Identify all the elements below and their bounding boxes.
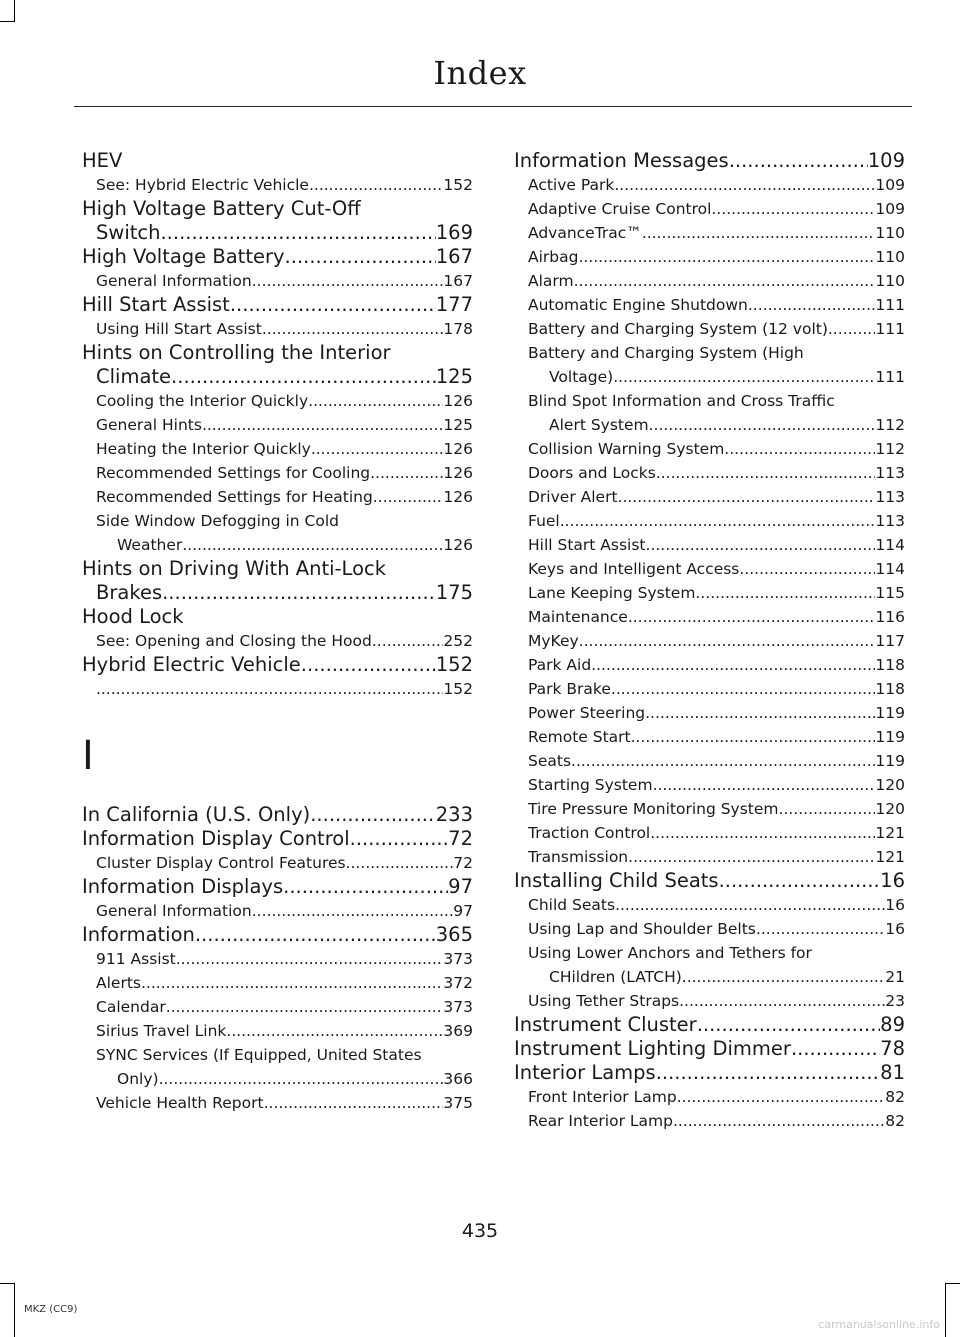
entry-text-continued: Alert System — [549, 416, 649, 434]
entry-page-number: 109 — [875, 200, 905, 218]
dot-leader — [677, 1085, 886, 1109]
index-subentry — [82, 899, 473, 923]
entry-text: Fuel — [528, 512, 560, 530]
dot-leader — [252, 269, 444, 293]
index-subentry — [514, 221, 905, 245]
entry-text: High Voltage Battery — [82, 245, 285, 268]
dot-leader — [346, 851, 454, 875]
entry-page-number: 365 — [435, 923, 473, 946]
entry-page-number: 112 — [875, 440, 905, 458]
entry-page-number: 97 — [448, 875, 473, 898]
entry-text: Battery and Charging System (High — [528, 344, 804, 362]
entry-page-number: 81 — [880, 1061, 905, 1084]
index-subentry — [514, 461, 905, 485]
entry-text: Side Window Defogging in Cold — [96, 512, 339, 530]
entry-text: Information Display Control — [82, 827, 350, 850]
dot-leader — [673, 1109, 885, 1133]
entry-text-continued: Only) — [117, 1070, 159, 1088]
dot-leader — [791, 1037, 880, 1061]
entry-text: Blind Spot Information and Cross Traffic — [528, 392, 835, 410]
index-subentry — [514, 557, 905, 581]
index-subentry — [514, 749, 905, 773]
dot-leader — [614, 173, 875, 197]
entry-page-number: 118 — [875, 680, 905, 698]
entry-page-number: 119 — [875, 704, 905, 722]
dot-leader — [160, 221, 435, 245]
dot-leader — [372, 629, 444, 653]
entry-page-number: 167 — [443, 272, 473, 290]
entry-text: Power Steering — [528, 704, 646, 722]
entry-text: Hood Lock — [82, 605, 184, 628]
index-subentry — [82, 509, 473, 557]
dot-leader — [756, 917, 885, 941]
index-subentry — [514, 341, 905, 389]
entry-page-number: 120 — [875, 800, 905, 818]
entry-text: Recommended Settings for Cooling — [96, 464, 371, 482]
entry-page-number: 111 — [875, 320, 905, 338]
entry-text: Driver Alert — [528, 488, 618, 506]
index-entry — [82, 827, 473, 851]
entry-page-number: 125 — [435, 365, 473, 388]
index-subentry — [82, 485, 473, 509]
dot-leader — [748, 293, 876, 317]
index-entry — [82, 149, 473, 173]
dot-leader — [373, 485, 444, 509]
dot-leader — [309, 173, 443, 197]
index-subentry — [82, 317, 473, 341]
dot-leader — [264, 1091, 444, 1115]
index-entry — [82, 293, 473, 317]
entry-text: Rear Interior Lamp — [528, 1112, 673, 1130]
entry-page-number: 109 — [867, 149, 905, 172]
index-column-left — [82, 149, 473, 1115]
entry-text: Child Seats — [528, 896, 616, 914]
entry-text: General Information — [96, 902, 252, 920]
index-subentry — [82, 1043, 473, 1091]
entry-text: Using Lower Anchors and Tethers for — [528, 944, 812, 962]
entry-text: Lane Keeping System — [528, 584, 696, 602]
entry-page-number: 233 — [435, 803, 473, 826]
entry-page-number: 178 — [443, 320, 473, 338]
entry-text: Information Messages — [514, 149, 729, 172]
entry-text: Automatic Engine Shutdown — [528, 296, 748, 314]
dot-leader — [226, 1019, 443, 1043]
entry-text: Vehicle Health Report — [96, 1094, 264, 1112]
entry-text: Hybrid Electric Vehicle — [82, 653, 301, 676]
index-subentry — [514, 941, 905, 989]
entry-page-number: 114 — [875, 536, 905, 554]
index-entry — [514, 1013, 905, 1037]
index-subentry — [514, 845, 905, 869]
dot-leader — [697, 1013, 880, 1037]
entry-page-number: 177 — [435, 293, 473, 316]
entry-text: Doors and Locks — [528, 464, 656, 482]
dot-leader — [650, 821, 875, 845]
index-subentry — [514, 629, 905, 653]
entry-page-number: 125 — [443, 416, 473, 434]
index-subentry — [514, 485, 905, 509]
dot-leader — [724, 437, 875, 461]
index-subentry — [514, 677, 905, 701]
dot-leader — [679, 989, 885, 1013]
entry-text-continued: Climate — [96, 365, 172, 388]
entry-page-number: 175 — [435, 581, 473, 604]
entry-text-continued: Voltage) — [549, 368, 614, 386]
entry-text: Battery and Charging System (12 volt) — [528, 320, 828, 338]
dot-leader — [611, 677, 876, 701]
entry-page-number: 114 — [875, 560, 905, 578]
index-entry — [82, 245, 473, 269]
index-subentry — [514, 797, 905, 821]
entry-text: Calendar — [96, 998, 166, 1016]
entry-text: Front Interior Lamp — [528, 1088, 677, 1106]
dot-leader — [591, 653, 875, 677]
entry-page-number: 16 — [885, 920, 905, 938]
entry-page-number: 16 — [885, 896, 905, 914]
entry-page-number: 113 — [875, 464, 905, 482]
entry-page-number: 167 — [435, 245, 473, 268]
entry-text: Using Hill Start Assist — [96, 320, 262, 338]
dot-leader — [631, 725, 876, 749]
dot-leader — [162, 581, 436, 605]
dot-leader — [350, 827, 449, 851]
entry-text: Traction Control — [528, 824, 651, 842]
entry-page-number: 373 — [443, 950, 473, 968]
index-entry — [82, 923, 473, 947]
dot-leader — [578, 245, 875, 269]
index-entry — [82, 197, 473, 245]
entry-text: Hints on Controlling the Interior — [82, 341, 391, 364]
dot-leader — [96, 677, 443, 701]
entry-page-number: 23 — [885, 992, 905, 1010]
entry-text: Seats — [528, 752, 572, 770]
crop-mark — [14, 1283, 15, 1337]
index-subentry — [514, 821, 905, 845]
entry-text: Recommended Settings for Heating — [96, 488, 373, 506]
dot-leader — [301, 653, 436, 677]
index-entry — [82, 653, 473, 677]
dot-leader — [574, 269, 876, 293]
model-code: MKZ (CC9) — [24, 1304, 78, 1315]
crop-mark — [945, 1283, 946, 1337]
entry-text: See: Hybrid Electric Vehicle — [96, 176, 309, 194]
dot-leader — [230, 293, 436, 317]
entry-page-number: 375 — [443, 1094, 473, 1112]
dot-leader — [695, 581, 875, 605]
index-subentry — [514, 509, 905, 533]
index-entry — [82, 341, 473, 389]
index-subentry — [514, 317, 905, 341]
index-subentry — [82, 947, 473, 971]
entry-page-number: 21 — [885, 968, 905, 986]
dot-leader — [656, 1061, 880, 1085]
entry-text: See: Opening and Closing the Hood — [96, 632, 372, 650]
dot-leader — [283, 875, 448, 899]
entry-page-number: 16 — [880, 869, 905, 892]
index-subentry — [82, 1091, 473, 1115]
dot-leader — [649, 413, 876, 437]
entry-page-number: 110 — [875, 224, 905, 242]
entry-text: Maintenance — [528, 608, 628, 626]
watermark: carmanualsonline.info — [818, 1318, 940, 1331]
dot-leader — [370, 461, 443, 485]
index-subentry — [82, 1019, 473, 1043]
dot-leader — [711, 197, 875, 221]
entry-text: 911 Assist — [96, 950, 176, 968]
entry-text: Using Lap and Shoulder Belts — [528, 920, 756, 938]
entry-text-continued: Weather — [117, 536, 183, 554]
entry-page-number: 112 — [875, 416, 905, 434]
entry-page-number: 109 — [875, 176, 905, 194]
entry-page-number: 110 — [875, 272, 905, 290]
index-subentry — [82, 677, 473, 701]
dot-leader — [176, 947, 444, 971]
index-subentry — [514, 293, 905, 317]
entry-text: General Information — [96, 272, 252, 290]
index-subentry — [514, 197, 905, 221]
dot-leader — [285, 245, 436, 269]
entry-page-number: 369 — [443, 1022, 473, 1040]
dot-leader — [739, 557, 875, 581]
entry-text: Remote Start — [528, 728, 631, 746]
index-subentry — [514, 773, 905, 797]
dot-leader — [182, 533, 443, 557]
entry-text: In California (U.S. Only) — [82, 803, 311, 826]
dot-leader — [571, 749, 875, 773]
index-subentry — [514, 389, 905, 437]
dot-leader — [645, 701, 875, 725]
entry-text: Transmission — [528, 848, 629, 866]
entry-text: Tire Pressure Monitoring System — [528, 800, 779, 818]
entry-text: Park Aid — [528, 656, 592, 674]
entry-text: Installing Child Seats — [514, 869, 719, 892]
entry-page-number: 252 — [443, 632, 473, 650]
index-subentry — [514, 245, 905, 269]
dot-leader — [682, 965, 885, 989]
dot-leader — [141, 971, 443, 995]
dot-leader — [159, 1067, 444, 1091]
entry-text: AdvanceTrac™ — [528, 224, 642, 242]
index-subentry — [514, 437, 905, 461]
entry-page-number: 82 — [885, 1112, 905, 1130]
entry-page-number: 126 — [443, 488, 473, 506]
dot-leader — [628, 845, 875, 869]
entry-page-number: 126 — [443, 440, 473, 458]
entry-page-number: 126 — [443, 392, 473, 410]
entry-page-number: 152 — [443, 680, 473, 698]
index-subentry — [82, 461, 473, 485]
crop-mark — [0, 21, 14, 22]
dot-leader — [202, 413, 443, 437]
entry-page-number: 366 — [443, 1070, 473, 1088]
entry-page-number: 113 — [875, 488, 905, 506]
dot-leader — [171, 365, 436, 389]
entry-page-number: 152 — [443, 176, 473, 194]
entry-text: Instrument Lighting Dimmer — [514, 1037, 791, 1060]
entry-text: Instrument Cluster — [514, 1013, 697, 1036]
entry-text: Using Tether Straps — [528, 992, 680, 1010]
entry-page-number: 126 — [443, 464, 473, 482]
entry-text: Hill Start Assist — [528, 536, 646, 554]
entry-text: General Hints — [96, 416, 202, 434]
entry-page-number: 82 — [885, 1088, 905, 1106]
entry-text: Adaptive Cruise Control — [528, 200, 712, 218]
entry-text: Interior Lamps — [514, 1061, 656, 1084]
index-entry — [82, 557, 473, 605]
dot-leader — [729, 149, 868, 173]
entry-page-number: 97 — [453, 902, 473, 920]
entry-page-number: 372 — [443, 974, 473, 992]
dot-leader — [653, 773, 876, 797]
entry-text-continued: Brakes — [96, 581, 163, 604]
entry-text-continued: CHildren (LATCH) — [549, 968, 682, 986]
dot-leader — [310, 803, 436, 827]
index-entry — [82, 803, 473, 827]
entry-page-number: 89 — [880, 1013, 905, 1036]
entry-page-number: 113 — [875, 512, 905, 530]
entry-text: High Voltage Battery Cut-Off — [82, 197, 361, 220]
entry-page-number: 111 — [875, 368, 905, 386]
section-letter: I — [82, 733, 94, 779]
index-subentry — [514, 533, 905, 557]
index-subentry — [514, 653, 905, 677]
index-subentry — [514, 1109, 905, 1133]
dot-leader — [195, 923, 436, 947]
index-column-right — [514, 149, 905, 1133]
index-subentry — [82, 173, 473, 197]
entry-text-continued: Switch — [96, 221, 161, 244]
entry-page-number: 121 — [875, 848, 905, 866]
index-subentry — [514, 605, 905, 629]
header-rule — [74, 106, 912, 107]
entry-text: HEV — [82, 149, 123, 172]
index-subentry — [82, 389, 473, 413]
index-subentry — [514, 581, 905, 605]
index-subentry — [514, 269, 905, 293]
entry-text: Hints on Driving With Anti-Lock — [82, 557, 387, 580]
entry-text: Starting System — [528, 776, 653, 794]
index-subentry — [82, 851, 473, 875]
index-entry — [514, 869, 905, 893]
crop-mark — [0, 1283, 14, 1284]
entry-text: Information Displays — [82, 875, 284, 898]
entry-text: Cooling the Interior Quickly — [96, 392, 309, 410]
crop-mark — [14, 0, 15, 22]
entry-text: Hill Start Assist — [82, 293, 230, 316]
dot-leader — [262, 317, 444, 341]
dot-leader — [779, 797, 876, 821]
dot-leader — [579, 629, 876, 653]
entry-page-number: 111 — [875, 296, 905, 314]
entry-page-number: 118 — [875, 656, 905, 674]
entry-page-number: 152 — [435, 653, 473, 676]
index-subentry — [514, 893, 905, 917]
entry-page-number: 120 — [875, 776, 905, 794]
entry-page-number: 115 — [875, 584, 905, 602]
entry-page-number: 121 — [875, 824, 905, 842]
entry-page-number: 169 — [435, 221, 473, 244]
dot-leader — [308, 389, 443, 413]
entry-text: Keys and Intelligent Access — [528, 560, 740, 578]
entry-page-number: 116 — [875, 608, 905, 626]
crop-mark — [945, 1283, 960, 1284]
entry-page-number: 119 — [875, 752, 905, 770]
index-subentry — [82, 629, 473, 653]
index-entry — [514, 1061, 905, 1085]
index-subentry — [82, 269, 473, 293]
dot-leader — [311, 437, 444, 461]
page-title: Index — [433, 54, 527, 92]
entry-page-number: 72 — [453, 854, 473, 872]
dot-leader — [646, 533, 876, 557]
index-subentry — [82, 413, 473, 437]
entry-page-number: 119 — [875, 728, 905, 746]
entry-text: Collision Warning System — [528, 440, 725, 458]
dot-leader — [560, 509, 876, 533]
entry-text: Information — [82, 923, 195, 946]
entry-text: Heating the Interior Quickly — [96, 440, 311, 458]
entry-text: SYNC Services (If Equipped, United States — [96, 1046, 422, 1064]
entry-text: MyKey — [528, 632, 579, 650]
dot-leader — [613, 365, 875, 389]
page-number: 435 — [461, 1220, 499, 1242]
entry-text: Airbag — [528, 248, 579, 266]
index-entry — [82, 605, 473, 629]
index-subentry — [514, 989, 905, 1013]
entry-text: Active Park — [528, 176, 615, 194]
entry-text: Alarm — [528, 272, 574, 290]
entry-page-number: 110 — [875, 248, 905, 266]
index-subentry — [514, 917, 905, 941]
dot-leader — [615, 893, 885, 917]
index-subentry — [514, 173, 905, 197]
dot-leader — [642, 221, 876, 245]
dot-leader — [719, 869, 881, 893]
entry-text: Alerts — [96, 974, 141, 992]
entry-page-number: 72 — [448, 827, 473, 850]
entry-text: Cluster Display Control Features — [96, 854, 346, 872]
entry-page-number: 117 — [875, 632, 905, 650]
index-entry — [514, 149, 905, 173]
entry-page-number: 126 — [443, 536, 473, 554]
index-subentry — [514, 701, 905, 725]
index-entry — [514, 1037, 905, 1061]
dot-leader — [828, 317, 876, 341]
dot-leader — [656, 461, 876, 485]
index-subentry — [514, 1085, 905, 1109]
index-subentry — [82, 971, 473, 995]
dot-leader — [166, 995, 444, 1019]
index-entry — [82, 875, 473, 899]
index-subentry — [82, 995, 473, 1019]
entry-page-number: 78 — [880, 1037, 905, 1060]
index-subentry — [82, 437, 473, 461]
entry-page-number: 373 — [443, 998, 473, 1016]
index-subentry — [514, 725, 905, 749]
entry-text: Park Brake — [528, 680, 611, 698]
dot-leader — [628, 605, 876, 629]
dot-leader — [252, 899, 454, 923]
entry-text: Sirius Travel Link — [96, 1022, 227, 1040]
dot-leader — [618, 485, 876, 509]
